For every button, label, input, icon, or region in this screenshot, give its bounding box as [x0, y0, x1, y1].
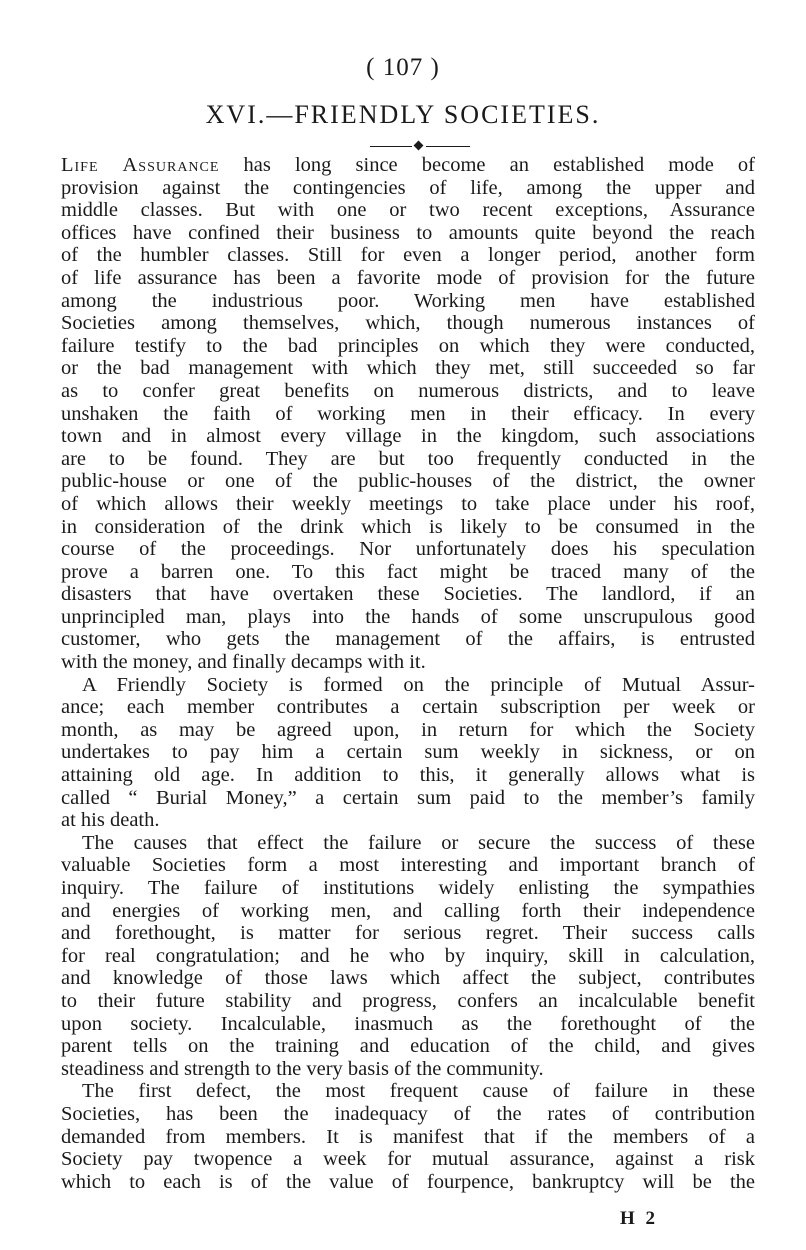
text-line	[61, 1013, 755, 1036]
text-line	[61, 380, 755, 403]
text-line	[61, 244, 755, 267]
text-line	[61, 222, 755, 245]
text-line	[61, 967, 755, 990]
line-content: or the bad management with which they met, still succeeded so far	[61, 357, 755, 380]
line-content: customer, who gets the management of the affairs, is entrusted	[61, 628, 755, 651]
text-line	[61, 290, 755, 313]
ornament-rule-right	[426, 146, 470, 147]
lead-in-smallcaps: Life Assurance	[61, 154, 220, 176]
line-content: parent tells on the training and education of the child, and gives	[61, 1035, 755, 1058]
line-content: demanded from members. It is manifest that if the members of a	[61, 1125, 755, 1148]
line-content: Societies, has been the inadequacy of the rates of contribution	[61, 1102, 755, 1125]
text-line	[61, 470, 755, 493]
text-line	[61, 561, 755, 584]
line-content: The first defect, the most frequent cause of failure in these	[82, 1080, 755, 1103]
text-line	[61, 583, 755, 606]
signature-mark: H 2	[620, 1208, 659, 1229]
line-content: A Friendly Society is formed on the principle of Mutual Assur-	[82, 673, 755, 696]
text-line	[61, 177, 755, 200]
line-content: with the money, and finally decamps with it.	[61, 651, 426, 674]
title-ornament-divider	[370, 141, 470, 151]
ornament-rule-left	[370, 146, 412, 147]
line-content: course of the proceedings. Nor unfortunately does his speculation	[61, 538, 755, 561]
text-line	[61, 764, 755, 787]
text-line	[61, 1035, 755, 1058]
text-line	[61, 335, 755, 358]
text-line	[61, 425, 755, 448]
line-content: are to be found. They are but too frequently conducted in the	[61, 447, 755, 470]
text-line	[61, 403, 755, 426]
line-content: attaining old age. In addition to this, it generally allows what is	[61, 764, 755, 787]
line-content: unshaken the faith of working men in their efficacy. In every	[61, 402, 755, 425]
line-content: which to each is of the value of fourpence, bankruptcy will be the	[61, 1170, 755, 1193]
line-content: of life assurance has been a favorite mode of provision for the future	[61, 266, 755, 289]
line-content: unprincipled man, plays into the hands of some unscrupulous good	[61, 605, 755, 628]
text-line	[61, 741, 755, 764]
text-line	[61, 312, 755, 335]
text-line	[61, 922, 755, 945]
line-content: for real congratulation; and he who by inquiry, skill in calculation,	[61, 944, 755, 967]
line-content: has long since become an established mode of	[219, 154, 755, 176]
text-line	[61, 945, 755, 968]
text-line	[61, 1058, 755, 1081]
line-content: upon society. Incalculable, inasmuch as the forethought of the	[61, 1012, 755, 1035]
text-line	[61, 199, 755, 222]
line-content: failure testify to the bad principles on which they were conducted,	[61, 334, 755, 357]
line-content: to their future stability and progress, confers an incalculable benefit	[61, 989, 755, 1012]
line-content: The causes that effect the failure or secure the success of these	[82, 831, 755, 854]
paragraph	[61, 674, 755, 832]
text-line	[61, 809, 755, 832]
text-line	[61, 538, 755, 561]
line-content: inquiry. The failure of institutions widely enlisting the sympathies	[61, 877, 755, 899]
text-line	[61, 854, 755, 877]
diamond-ornament-icon	[414, 141, 424, 151]
line-content: undertakes to pay him a certain sum weekly in sickness, or on	[61, 741, 755, 764]
line-content: steadiness and strength to the very basis of the community.	[61, 1057, 544, 1080]
paragraph	[61, 1080, 755, 1193]
text-line	[61, 606, 755, 629]
line-content: and forethought, is matter for serious regret. Their success calls	[61, 922, 755, 945]
line-content: among the industrious poor. Working men have established	[61, 289, 755, 312]
text-line	[61, 787, 755, 810]
body-text	[61, 154, 755, 1193]
line-content: offices have confined their business to amounts quite beyond the reach	[61, 221, 755, 244]
line-content: disasters that have overtaken these Societies. The landlord, if an	[61, 583, 755, 606]
text-line	[61, 628, 755, 651]
line-content: of the humbler classes. Still for even a longer period, another form	[61, 244, 755, 267]
line-content: at his death.	[61, 809, 160, 832]
text-line	[61, 448, 755, 471]
text-line	[61, 832, 755, 855]
chapter-title: XVI.—FRIENDLY SOCIETIES.	[205, 100, 601, 129]
text-line	[61, 1103, 755, 1126]
paragraph	[61, 832, 755, 1081]
line-content: Societies among themselves, which, though numerous instances of	[61, 312, 755, 335]
text-line	[61, 674, 755, 697]
text-line	[61, 516, 755, 539]
line-content: in consideration of the drink which is likely to be consumed in the	[61, 515, 755, 538]
line-content: of which allows their weekly meetings to take place under his roof,	[61, 492, 755, 515]
paragraph	[61, 154, 755, 674]
line-content: and knowledge of those laws which affect the subject, contributes	[61, 967, 755, 990]
line-content: and energies of working men, and calling forth their independence	[61, 899, 755, 922]
line-content: prove a barren one. To this fact might be traced many of the	[61, 560, 755, 583]
page-number: ( 107 )	[366, 54, 440, 81]
text-line	[61, 877, 755, 900]
line-content: provision against the contingencies of life, among the upper and	[61, 176, 755, 199]
text-line	[61, 1080, 755, 1103]
line-content: month, as may be agreed upon, in return for which the Society	[61, 718, 755, 741]
line-content: Society pay twopence a week for mutual assurance, against a risk	[61, 1148, 755, 1171]
line-content: called “ Burial Money,” a certain sum paid to the member’s family	[61, 786, 755, 809]
text-line	[61, 267, 755, 290]
line-content: valuable Societies form a most interesting and important branch of	[61, 854, 755, 877]
text-line	[61, 1171, 755, 1194]
text-line	[61, 696, 755, 719]
text-line	[61, 990, 755, 1013]
text-line	[61, 719, 755, 742]
text-line	[61, 1126, 755, 1149]
text-line	[61, 651, 755, 674]
text-line	[61, 357, 755, 380]
text-line	[61, 154, 755, 177]
line-content: public-house or one of the public-houses of the district, the owner	[61, 470, 755, 493]
text-line	[61, 493, 755, 516]
line-content: middle classes. But with one or two recent exceptions, Assurance	[61, 199, 755, 222]
text-line	[61, 1148, 755, 1171]
line-content: ance; each member contributes a certain subscription per week or	[61, 696, 755, 719]
line-content: as to confer great benefits on numerous districts, and to leave	[61, 379, 755, 402]
text-line	[61, 900, 755, 923]
line-content: town and in almost every village in the kingdom, such associations	[61, 425, 755, 448]
